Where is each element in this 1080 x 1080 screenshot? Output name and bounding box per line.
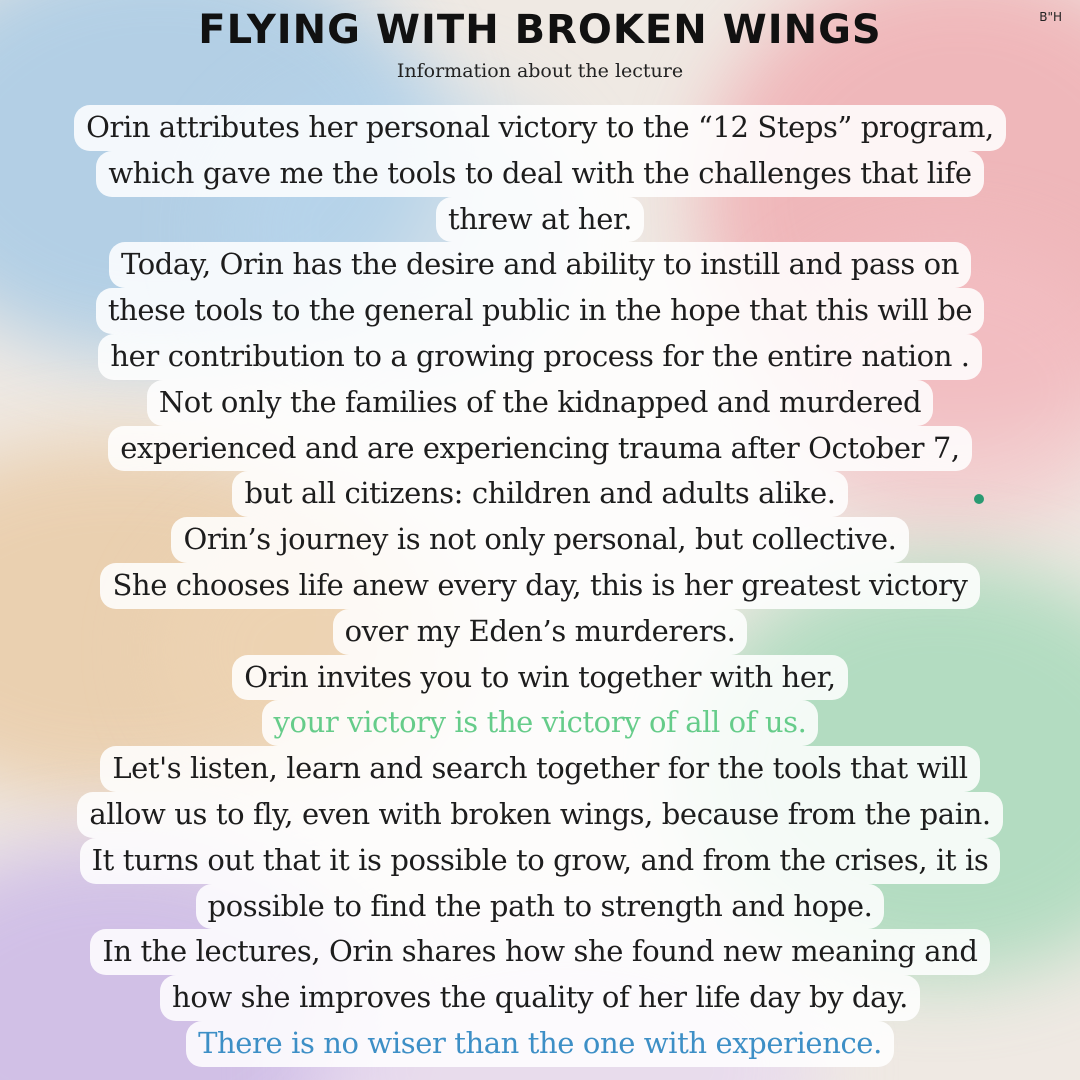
text-line: She chooses life anew every day, this is her greatest victory: [100, 563, 979, 609]
text-line: which gave me the tools to deal with the challenges that life: [96, 151, 983, 197]
text-line: Not only the families of the kidnapped and murdered: [147, 380, 933, 426]
text-line: Orin attributes her personal victory to the “12 Steps” program,: [74, 105, 1006, 151]
text-line: Orin’s journey is not only personal, but collective.: [171, 517, 908, 563]
text-line: over my Eden’s murderers.: [333, 609, 748, 655]
highlight-line-blue: There is no wiser than the one with experience.: [186, 1021, 894, 1067]
lecture-description: [6, 105, 1074, 1067]
text-line: but all citizens: children and adults alike.: [232, 471, 847, 517]
text-line: these tools to the general public in the hope that this will be: [96, 288, 984, 334]
text-line: Today, Orin has the desire and ability to instill and pass on: [109, 242, 971, 288]
text-line: how she improves the quality of her life day by day.: [160, 975, 920, 1021]
text-line: allow us to fly, even with broken wings, because from the pain.: [77, 792, 1002, 838]
text-line: Let's listen, learn and search together for the tools that will: [100, 746, 979, 792]
text-line: possible to find the path to strength and hope.: [196, 884, 885, 930]
highlight-line-green: your victory is the victory of all of us.: [262, 700, 819, 746]
text-line: her contribution to a growing process for the entire nation .: [98, 334, 981, 380]
text-line: Orin invites you to win together with her,: [232, 655, 847, 701]
page-title: FLYING WITH BROKEN WINGS: [198, 7, 882, 53]
text-line: experienced and are experiencing trauma after October 7,: [108, 426, 972, 472]
page-subtitle: Information about the lecture: [396, 60, 684, 82]
text-line: threw at her.: [436, 197, 644, 243]
text-line: In the lectures, Orin shares how she found new meaning and: [90, 929, 989, 975]
text-line: It turns out that it is possible to grow, and from the crises, it is: [80, 838, 1001, 884]
corner-mark: B"H: [1039, 10, 1062, 24]
